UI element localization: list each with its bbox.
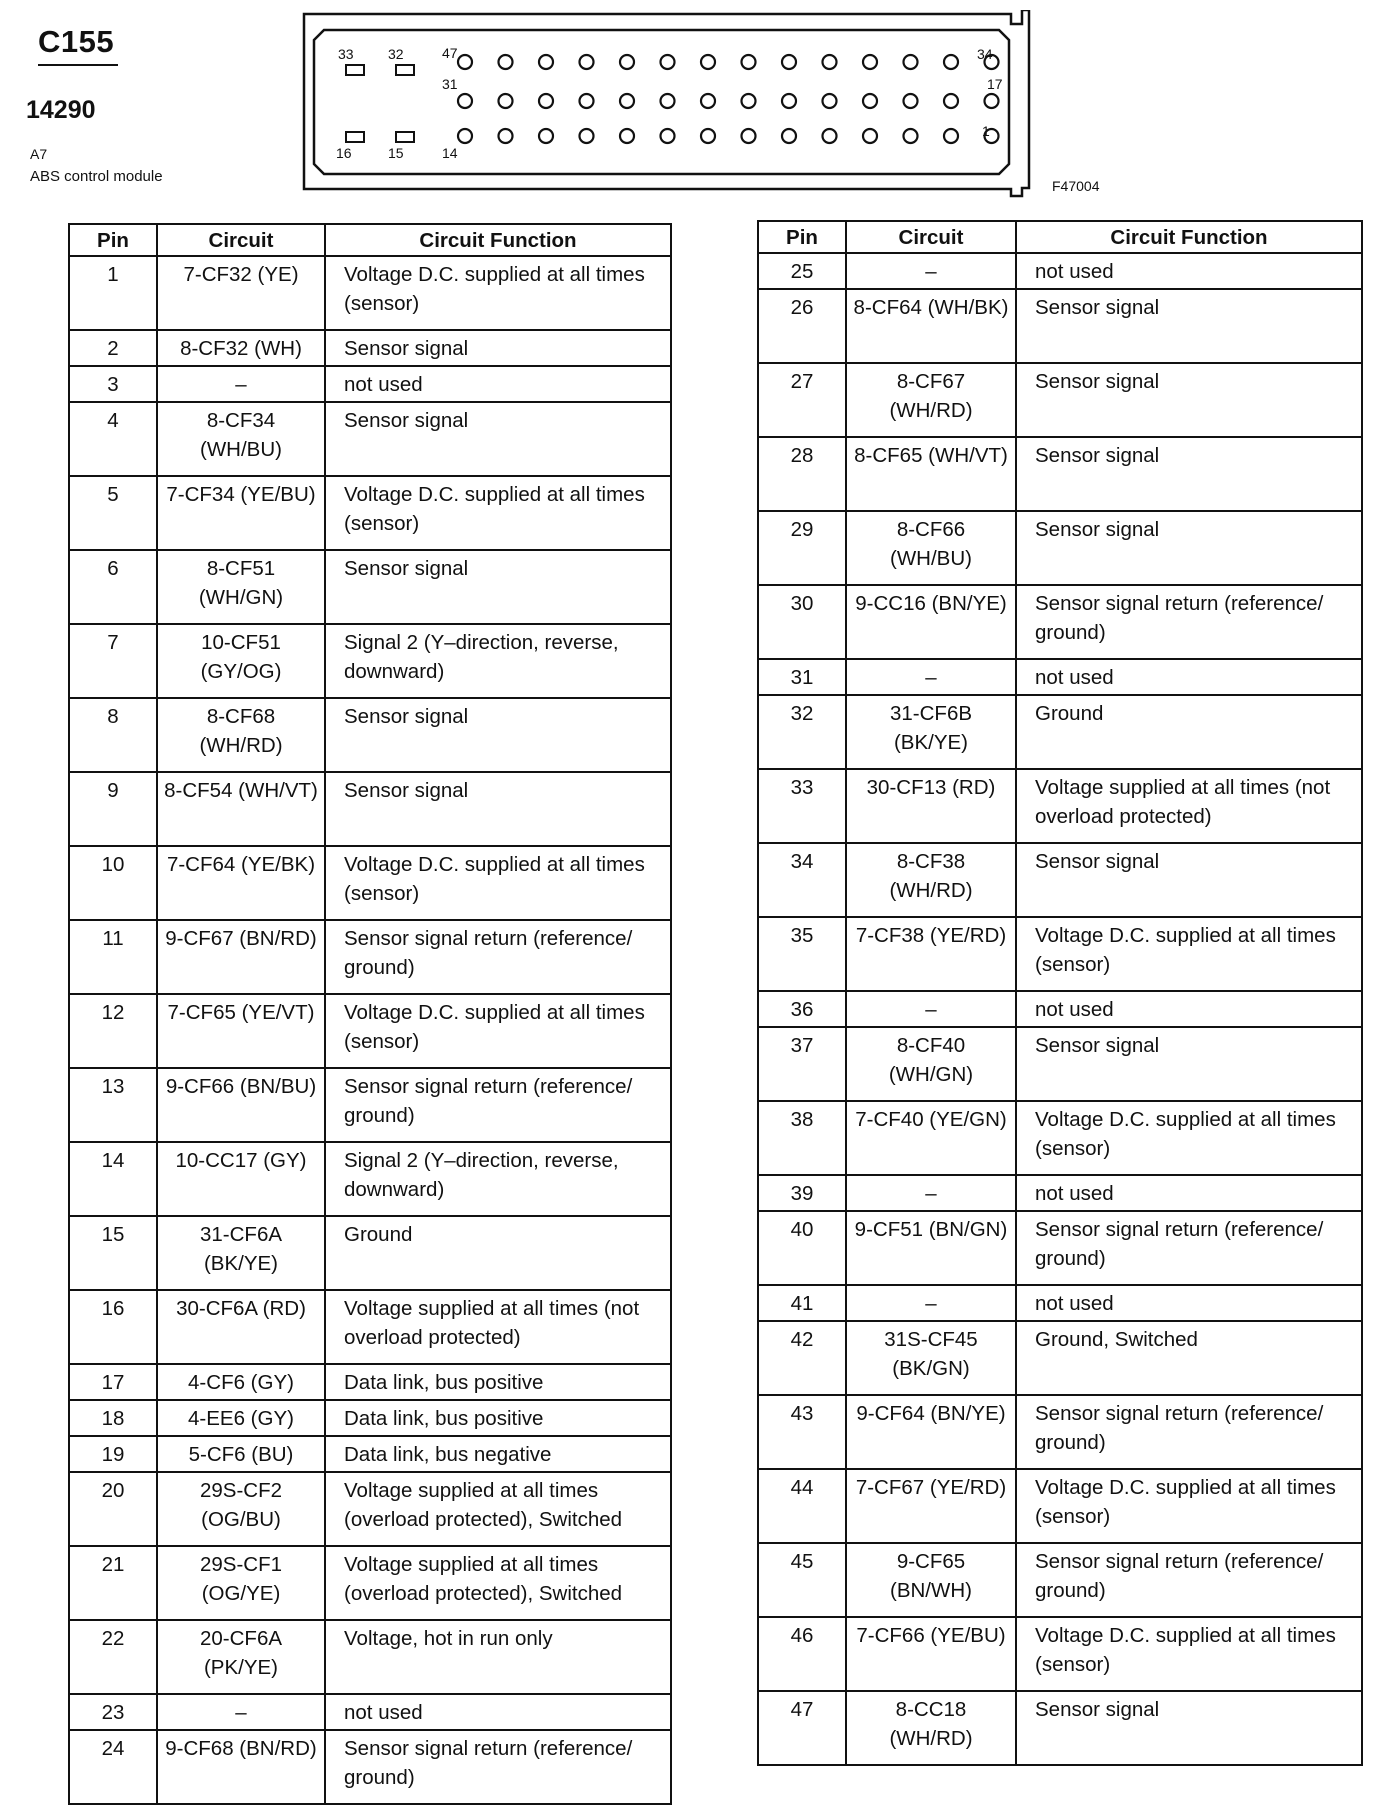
- function-cell: Data link, bus positive: [325, 1400, 671, 1436]
- pin-cell: 35: [758, 917, 846, 991]
- label-15: 15: [388, 145, 404, 161]
- pin-cell: 10: [69, 846, 157, 920]
- pin-cell: 20: [69, 1472, 157, 1546]
- table-row: [758, 363, 1362, 437]
- pin-hole: [580, 129, 594, 143]
- pin-hole: [782, 129, 796, 143]
- pin-hole: [701, 129, 715, 143]
- table-row: [758, 437, 1362, 511]
- circuit-cell: 7-CF65 (YE/VT): [157, 994, 325, 1068]
- pin-cell: 25: [758, 253, 846, 289]
- pin-cell: 15: [69, 1216, 157, 1290]
- circuit-cell: 9-CF67 (BN/RD): [157, 920, 325, 994]
- pin-cell: 45: [758, 1543, 846, 1617]
- circuit-cell: 8-CF38 (WH/RD): [846, 843, 1016, 917]
- function-cell: Ground: [1016, 695, 1362, 769]
- function-cell: Voltage D.C. supplied at all times (sensor): [1016, 1617, 1362, 1691]
- pin-hole: [863, 94, 877, 108]
- circuit-cell: 7-CF40 (YE/GN): [846, 1101, 1016, 1175]
- pin-hole: [782, 55, 796, 69]
- function-cell: Sensor signal return (reference/ ground): [325, 920, 671, 994]
- circuit-cell: 10-CF51 (GY/OG): [157, 624, 325, 698]
- function-cell: Sensor signal: [325, 550, 671, 624]
- pin-hole: [580, 55, 594, 69]
- circuit-cell: –: [846, 1285, 1016, 1321]
- pin-holes: [458, 55, 999, 143]
- pin-cell: 7: [69, 624, 157, 698]
- pin-cell: 21: [69, 1546, 157, 1620]
- socket-keys: [346, 65, 414, 142]
- table-row: [69, 476, 671, 550]
- pin-cell: 14: [69, 1142, 157, 1216]
- function-cell: Voltage D.C. supplied at all times (sensor): [1016, 1101, 1362, 1175]
- pin-cell: 46: [758, 1617, 846, 1691]
- column-header-circuit: Circuit: [157, 224, 325, 256]
- pin-cell: 33: [758, 769, 846, 843]
- pin-cell: 40: [758, 1211, 846, 1285]
- table-row: [758, 1617, 1362, 1691]
- location-code: A7: [30, 146, 48, 162]
- column-header-function: Circuit Function: [1016, 221, 1362, 253]
- column-header-function: Circuit Function: [325, 224, 671, 256]
- table-row: [69, 1694, 671, 1730]
- circuit-cell: 4-CF6 (GY): [157, 1364, 325, 1400]
- pin-hole: [661, 94, 675, 108]
- pin-cell: 44: [758, 1469, 846, 1543]
- pin-hole: [944, 94, 958, 108]
- pin-hole: [701, 94, 715, 108]
- table-row: [69, 1436, 671, 1472]
- pin-cell: 2: [69, 330, 157, 366]
- pin-hole: [539, 129, 553, 143]
- function-cell: not used: [1016, 253, 1362, 289]
- function-cell: Sensor signal: [325, 330, 671, 366]
- pin-cell: 24: [69, 1730, 157, 1804]
- table-row: [758, 695, 1362, 769]
- pin-hole: [458, 94, 472, 108]
- pin-hole: [661, 55, 675, 69]
- circuit-cell: 8-CF32 (WH): [157, 330, 325, 366]
- table-row: [758, 585, 1362, 659]
- circuit-cell: 7-CF67 (YE/RD): [846, 1469, 1016, 1543]
- pin-cell: 22: [69, 1620, 157, 1694]
- pin-hole: [863, 55, 877, 69]
- function-cell: not used: [1016, 991, 1362, 1027]
- pin-cell: 38: [758, 1101, 846, 1175]
- pin-hole: [661, 129, 675, 143]
- table-row: [69, 1620, 671, 1694]
- table-row: [69, 330, 671, 366]
- table-row: [758, 1027, 1362, 1101]
- table-row: [69, 1290, 671, 1364]
- table-row: [69, 698, 671, 772]
- label-34: 34: [977, 46, 993, 62]
- function-cell: Sensor signal: [325, 402, 671, 476]
- table-row: [69, 1730, 671, 1804]
- circuit-cell: 30-CF13 (RD): [846, 769, 1016, 843]
- pin-hole: [701, 55, 715, 69]
- function-cell: Voltage D.C. supplied at all times (sensor): [325, 846, 671, 920]
- table-header-row: [69, 224, 671, 256]
- table-row: [69, 1400, 671, 1436]
- pin-cell: 27: [758, 363, 846, 437]
- pin-hole: [944, 55, 958, 69]
- table-row: [758, 289, 1362, 363]
- table-row: [758, 1285, 1362, 1321]
- pin-hole: [499, 129, 513, 143]
- pin-table-left: [68, 223, 672, 1805]
- pin-cell: 17: [69, 1364, 157, 1400]
- function-cell: Sensor signal: [325, 772, 671, 846]
- function-cell: not used: [1016, 659, 1362, 695]
- function-cell: Signal 2 (Y–direction, reverse, downward): [325, 624, 671, 698]
- table-row: [758, 1101, 1362, 1175]
- pin-hole: [742, 94, 756, 108]
- circuit-cell: 20-CF6A (PK/YE): [157, 1620, 325, 1694]
- function-cell: Voltage supplied at all times (overload protected), Switched: [325, 1546, 671, 1620]
- connector-code: C155: [38, 24, 115, 59]
- label-32: 32: [388, 46, 404, 62]
- table-row: [758, 253, 1362, 289]
- pin-cell: 36: [758, 991, 846, 1027]
- pin-hole: [985, 94, 999, 108]
- pin-cell: 26: [758, 289, 846, 363]
- circuit-cell: –: [846, 991, 1016, 1027]
- pin-cell: 43: [758, 1395, 846, 1469]
- table-row: [758, 1543, 1362, 1617]
- circuit-cell: 8-CF54 (WH/VT): [157, 772, 325, 846]
- column-header-pin: Pin: [758, 221, 846, 253]
- pin-hole: [823, 55, 837, 69]
- function-cell: Sensor signal: [1016, 1691, 1362, 1765]
- circuit-cell: 29S-CF2 (OG/BU): [157, 1472, 325, 1546]
- circuit-cell: 8-CF65 (WH/VT): [846, 437, 1016, 511]
- function-cell: Voltage D.C. supplied at all times (sensor): [325, 256, 671, 330]
- pin-hole: [620, 129, 634, 143]
- figure-id: F47004: [1052, 178, 1100, 194]
- function-cell: Ground, Switched: [1016, 1321, 1362, 1395]
- circuit-cell: –: [846, 659, 1016, 695]
- pin-cell: 37: [758, 1027, 846, 1101]
- circuit-cell: 8-CF68 (WH/RD): [157, 698, 325, 772]
- pin-cell: 32: [758, 695, 846, 769]
- pin-hole: [620, 94, 634, 108]
- pin-hole: [580, 94, 594, 108]
- pin-hole: [823, 129, 837, 143]
- circuit-cell: 8-CF51 (WH/GN): [157, 550, 325, 624]
- function-cell: Sensor signal: [1016, 843, 1362, 917]
- pin-hole: [904, 94, 918, 108]
- function-cell: Sensor signal: [1016, 289, 1362, 363]
- pin-hole: [620, 55, 634, 69]
- pin-cell: 30: [758, 585, 846, 659]
- pin-cell: 41: [758, 1285, 846, 1321]
- function-cell: Sensor signal return (reference/ ground): [1016, 1543, 1362, 1617]
- function-cell: Voltage supplied at all times (not overload protected): [325, 1290, 671, 1364]
- label-1: 1: [982, 123, 990, 139]
- circuit-cell: 9-CF51 (BN/GN): [846, 1211, 1016, 1285]
- table-row: [758, 917, 1362, 991]
- table-row: [69, 1142, 671, 1216]
- table-row: [758, 1175, 1362, 1211]
- table-header-row: [758, 221, 1362, 253]
- table-row: [69, 1546, 671, 1620]
- column-header-pin: Pin: [69, 224, 157, 256]
- pin-table-right: [757, 220, 1363, 1766]
- function-cell: Sensor signal: [1016, 1027, 1362, 1101]
- label-47: 47: [442, 45, 458, 61]
- pin-cell: 8: [69, 698, 157, 772]
- table-row: [69, 256, 671, 330]
- circuit-cell: 9-CF65 (BN/WH): [846, 1543, 1016, 1617]
- pin-cell: 19: [69, 1436, 157, 1472]
- pin-cell: 18: [69, 1400, 157, 1436]
- connector-face-diagram: [302, 10, 1042, 200]
- function-cell: Sensor signal: [1016, 363, 1362, 437]
- table-row: [758, 843, 1362, 917]
- pin-cell: 13: [69, 1068, 157, 1142]
- circuit-cell: 5-CF6 (BU): [157, 1436, 325, 1472]
- socket-32: [396, 65, 414, 75]
- table-row: [69, 1364, 671, 1400]
- pin-hole: [944, 129, 958, 143]
- circuit-cell: 8-CF64 (WH/BK): [846, 289, 1016, 363]
- table-row: [758, 659, 1362, 695]
- function-cell: Voltage D.C. supplied at all times (sensor): [1016, 1469, 1362, 1543]
- table-row: [69, 772, 671, 846]
- table-row: [758, 1469, 1362, 1543]
- pin-cell: 16: [69, 1290, 157, 1364]
- function-cell: Sensor signal return (reference/ ground): [325, 1730, 671, 1804]
- circuit-cell: 31-CF6B (BK/YE): [846, 695, 1016, 769]
- pin-hole: [458, 55, 472, 69]
- circuit-cell: 7-CF38 (YE/RD): [846, 917, 1016, 991]
- function-cell: Data link, bus positive: [325, 1364, 671, 1400]
- part-number: 14290: [26, 96, 96, 124]
- pin-cell: 4: [69, 402, 157, 476]
- table-row: [758, 1321, 1362, 1395]
- circuit-cell: 8-CC18 (WH/RD): [846, 1691, 1016, 1765]
- circuit-cell: 4-EE6 (GY): [157, 1400, 325, 1436]
- pin-cell: 6: [69, 550, 157, 624]
- function-cell: Voltage D.C. supplied at all times (sensor): [325, 476, 671, 550]
- pin-hole: [904, 55, 918, 69]
- socket-15: [396, 132, 414, 142]
- function-cell: Signal 2 (Y–direction, reverse, downward): [325, 1142, 671, 1216]
- pin-hole: [499, 55, 513, 69]
- function-cell: Voltage supplied at all times (not overload protected): [1016, 769, 1362, 843]
- table-row: [758, 511, 1362, 585]
- table-row: [758, 769, 1362, 843]
- pin-cell: 31: [758, 659, 846, 695]
- circuit-cell: 7-CF64 (YE/BK): [157, 846, 325, 920]
- function-cell: Ground: [325, 1216, 671, 1290]
- pin-hole: [539, 55, 553, 69]
- table-row: [69, 550, 671, 624]
- circuit-cell: –: [157, 1694, 325, 1730]
- circuit-cell: –: [846, 253, 1016, 289]
- table-row: [758, 1691, 1362, 1765]
- table-row: [69, 624, 671, 698]
- function-cell: Voltage, hot in run only: [325, 1620, 671, 1694]
- circuit-cell: 10-CC17 (GY): [157, 1142, 325, 1216]
- circuit-cell: 31-CF6A (BK/YE): [157, 1216, 325, 1290]
- function-cell: Sensor signal: [325, 698, 671, 772]
- table-row: [69, 1472, 671, 1546]
- table-row: [69, 366, 671, 402]
- table-row: [69, 994, 671, 1068]
- function-cell: Sensor signal return (reference/ ground): [325, 1068, 671, 1142]
- function-cell: not used: [325, 366, 671, 402]
- pin-cell: 3: [69, 366, 157, 402]
- table-row: [758, 991, 1362, 1027]
- label-33: 33: [338, 46, 354, 62]
- circuit-cell: 9-CC16 (BN/YE): [846, 585, 1016, 659]
- circuit-cell: 9-CF64 (BN/YE): [846, 1395, 1016, 1469]
- circuit-cell: 7-CF34 (YE/BU): [157, 476, 325, 550]
- function-cell: Sensor signal return (reference/ ground): [1016, 1395, 1362, 1469]
- pin-hole: [742, 129, 756, 143]
- circuit-cell: 29S-CF1 (OG/YE): [157, 1546, 325, 1620]
- pin-hole: [863, 129, 877, 143]
- connector-outer-shell: [304, 10, 1029, 196]
- function-cell: Sensor signal: [1016, 511, 1362, 585]
- label-16: 16: [336, 145, 352, 161]
- circuit-cell: 8-CF67 (WH/RD): [846, 363, 1016, 437]
- table-row: [69, 846, 671, 920]
- socket-33: [346, 65, 364, 75]
- pin-cell: 11: [69, 920, 157, 994]
- pin-hole: [782, 94, 796, 108]
- pin-cell: 29: [758, 511, 846, 585]
- socket-16: [346, 132, 364, 142]
- pin-cell: 9: [69, 772, 157, 846]
- circuit-cell: 8-CF34 (WH/BU): [157, 402, 325, 476]
- label-17: 17: [987, 76, 1003, 92]
- pin-hole: [904, 129, 918, 143]
- table-row: [758, 1395, 1362, 1469]
- circuit-cell: 7-CF66 (YE/BU): [846, 1617, 1016, 1691]
- function-cell: Sensor signal return (reference/ ground): [1016, 1211, 1362, 1285]
- circuit-cell: 30-CF6A (RD): [157, 1290, 325, 1364]
- function-cell: Voltage D.C. supplied at all times (sensor): [1016, 917, 1362, 991]
- table-row: [69, 1216, 671, 1290]
- function-cell: Voltage supplied at all times (overload protected), Switched: [325, 1472, 671, 1546]
- pin-hole: [742, 55, 756, 69]
- circuit-cell: 9-CF68 (BN/RD): [157, 1730, 325, 1804]
- pin-cell: 5: [69, 476, 157, 550]
- label-31: 31: [442, 76, 458, 92]
- pin-hole: [458, 129, 472, 143]
- pin-hole: [539, 94, 553, 108]
- function-cell: Sensor signal return (reference/ ground): [1016, 585, 1362, 659]
- function-cell: Sensor signal: [1016, 437, 1362, 511]
- pin-cell: 42: [758, 1321, 846, 1395]
- table-row: [758, 1211, 1362, 1285]
- connector-code-underline: [38, 64, 118, 66]
- table-row: [69, 920, 671, 994]
- pin-cell: 28: [758, 437, 846, 511]
- circuit-cell: –: [157, 366, 325, 402]
- pin-hole: [499, 94, 513, 108]
- pin-cell: 1: [69, 256, 157, 330]
- circuit-cell: –: [846, 1175, 1016, 1211]
- pin-cell: 47: [758, 1691, 846, 1765]
- function-cell: Data link, bus negative: [325, 1436, 671, 1472]
- circuit-cell: 31S-CF45 (BK/GN): [846, 1321, 1016, 1395]
- function-cell: not used: [325, 1694, 671, 1730]
- module-description: ABS control module: [30, 168, 163, 185]
- pin-cell: 34: [758, 843, 846, 917]
- function-cell: not used: [1016, 1285, 1362, 1321]
- circuit-cell: 9-CF66 (BN/BU): [157, 1068, 325, 1142]
- pin-cell: 39: [758, 1175, 846, 1211]
- function-cell: not used: [1016, 1175, 1362, 1211]
- function-cell: Voltage D.C. supplied at all times (sensor): [325, 994, 671, 1068]
- circuit-cell: 8-CF40 (WH/GN): [846, 1027, 1016, 1101]
- pin-hole: [823, 94, 837, 108]
- label-14: 14: [442, 145, 458, 161]
- pin-cell: 12: [69, 994, 157, 1068]
- pin-cell: 23: [69, 1694, 157, 1730]
- circuit-cell: 8-CF66 (WH/BU): [846, 511, 1016, 585]
- table-row: [69, 1068, 671, 1142]
- table-row: [69, 402, 671, 476]
- circuit-cell: 7-CF32 (YE): [157, 256, 325, 330]
- column-header-circuit: Circuit: [846, 221, 1016, 253]
